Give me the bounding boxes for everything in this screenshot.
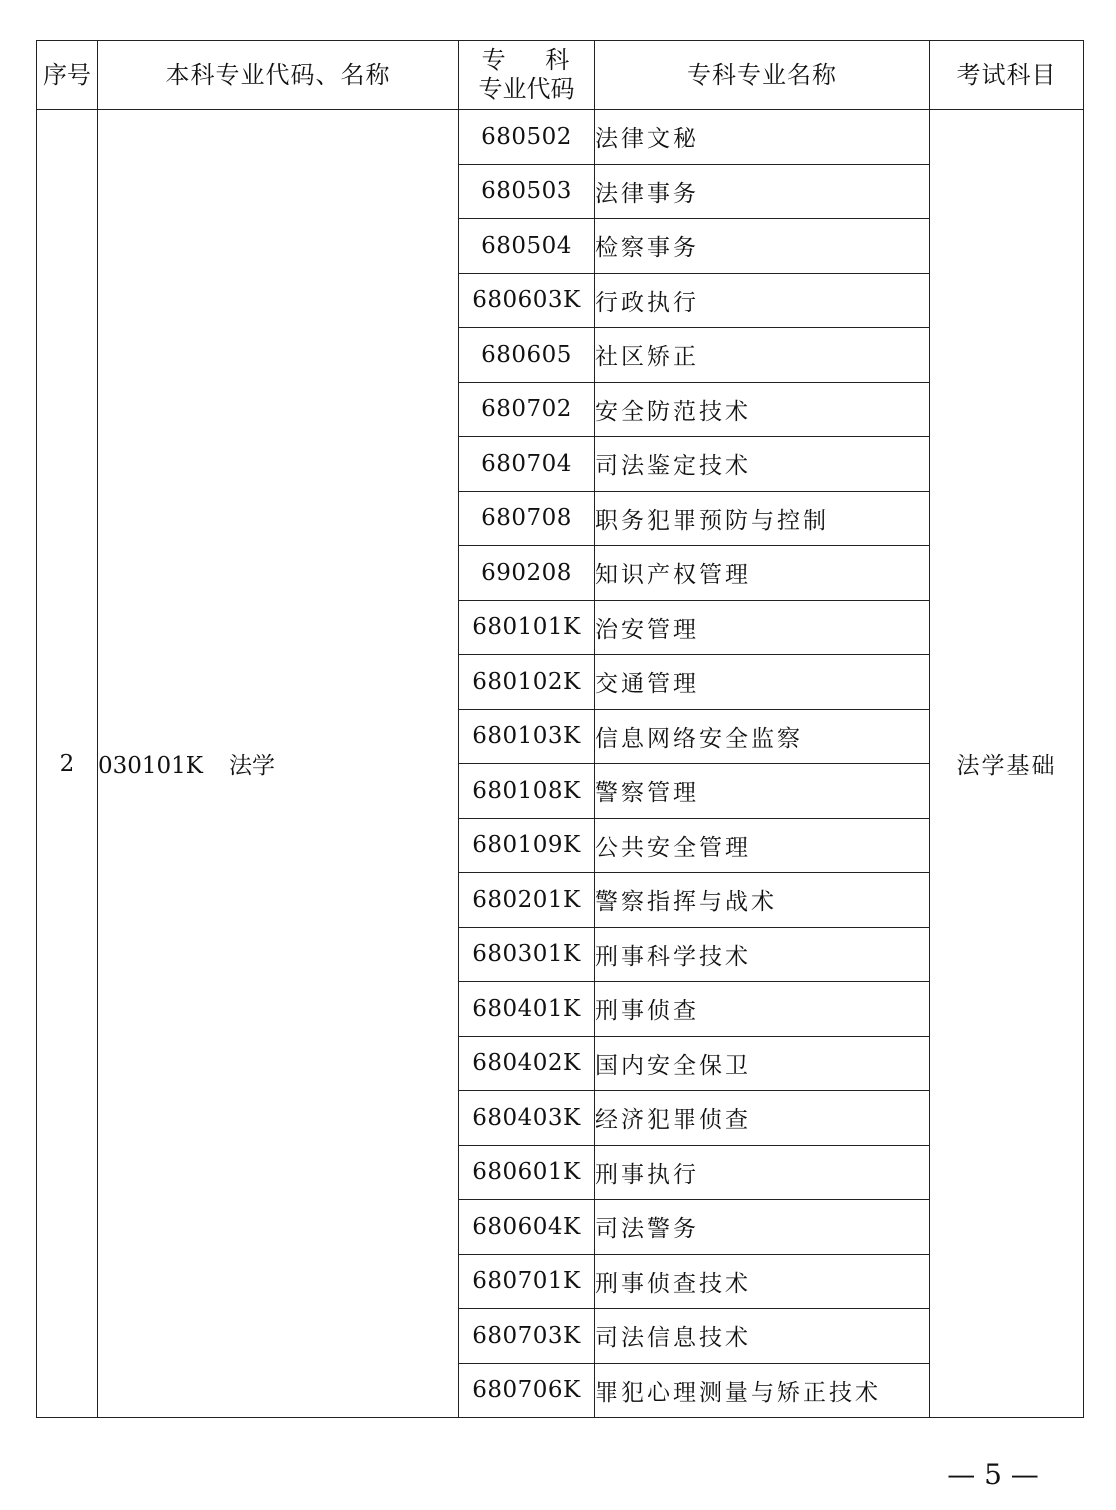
college-major-name: 刑事科学技术 <box>595 927 930 982</box>
college-major-code: 680601K <box>459 1145 595 1200</box>
college-major-name: 刑事侦查 <box>595 982 930 1037</box>
college-major-code: 680701K <box>459 1254 595 1309</box>
college-major-code: 680403K <box>459 1091 595 1146</box>
college-major-name: 刑事执行 <box>595 1145 930 1200</box>
college-major-name: 治安管理 <box>595 600 930 655</box>
college-major-code: 680402K <box>459 1036 595 1091</box>
college-major-code: 680603K <box>459 273 595 328</box>
college-major-name: 国内安全保卫 <box>595 1036 930 1091</box>
college-major-name: 警察指挥与战术 <box>595 873 930 928</box>
exam-subject-cell: 法学基础 <box>930 110 1084 1418</box>
header-college-name: 专科专业名称 <box>595 41 930 110</box>
college-major-name: 交通管理 <box>595 655 930 710</box>
college-major-code: 680502 <box>459 110 595 165</box>
page-number: — 5 — <box>947 1458 1039 1491</box>
college-major-name: 公共安全管理 <box>595 818 930 873</box>
college-major-name: 信息网络安全监察 <box>595 709 930 764</box>
college-major-name: 法律文秘 <box>595 110 930 165</box>
college-major-code: 680401K <box>459 982 595 1037</box>
college-major-code: 680108K <box>459 764 595 819</box>
header-exam: 考试科目 <box>930 41 1084 110</box>
college-major-code: 680706K <box>459 1363 595 1418</box>
undergrad-major-code: 030101K <box>98 753 203 779</box>
college-major-name: 检察事务 <box>595 219 930 274</box>
college-major-name: 社区矫正 <box>595 328 930 383</box>
college-major-name: 安全防范技术 <box>595 382 930 437</box>
college-major-name: 警察管理 <box>595 764 930 819</box>
college-major-code: 690208 <box>459 546 595 601</box>
table-row <box>37 110 1084 165</box>
college-major-code: 680102K <box>459 655 595 710</box>
undergrad-major-name: 法学 <box>228 753 275 779</box>
college-major-name: 职务犯罪预防与控制 <box>595 491 930 546</box>
college-major-name: 知识产权管理 <box>595 546 930 601</box>
college-major-name: 经济犯罪侦查 <box>595 1091 930 1146</box>
header-row <box>37 41 1084 110</box>
majors-table <box>36 40 1084 1418</box>
college-major-name: 司法鉴定技术 <box>595 437 930 492</box>
college-major-code: 680703K <box>459 1309 595 1364</box>
college-major-code: 680504 <box>459 219 595 274</box>
undergrad-major-cell <box>98 110 459 1418</box>
college-major-name: 罪犯心理测量与矫正技术 <box>595 1363 930 1418</box>
college-major-code: 680604K <box>459 1200 595 1255</box>
college-major-code: 680605 <box>459 328 595 383</box>
college-major-name: 司法警务 <box>595 1200 930 1255</box>
header-college-code-line1: 专 科 <box>481 46 586 74</box>
college-major-code: 680101K <box>459 600 595 655</box>
college-major-code: 680103K <box>459 709 595 764</box>
college-major-code: 680702 <box>459 382 595 437</box>
seq-cell: 2 <box>37 110 98 1418</box>
college-major-name: 法律事务 <box>595 164 930 219</box>
college-major-code: 680503 <box>459 164 595 219</box>
college-major-code: 680109K <box>459 818 595 873</box>
college-major-name: 刑事侦查技术 <box>595 1254 930 1309</box>
college-major-name: 司法信息技术 <box>595 1309 930 1364</box>
college-major-code: 680301K <box>459 927 595 982</box>
college-major-code: 680708 <box>459 491 595 546</box>
header-undergrad-major: 本科专业代码、名称 <box>98 41 459 110</box>
header-seq: 序号 <box>37 41 98 110</box>
header-college-code <box>459 41 595 110</box>
college-major-code: 680201K <box>459 873 595 928</box>
header-college-code-line2: 专业代码 <box>478 75 575 103</box>
college-major-name: 行政执行 <box>595 273 930 328</box>
college-major-code: 680704 <box>459 437 595 492</box>
